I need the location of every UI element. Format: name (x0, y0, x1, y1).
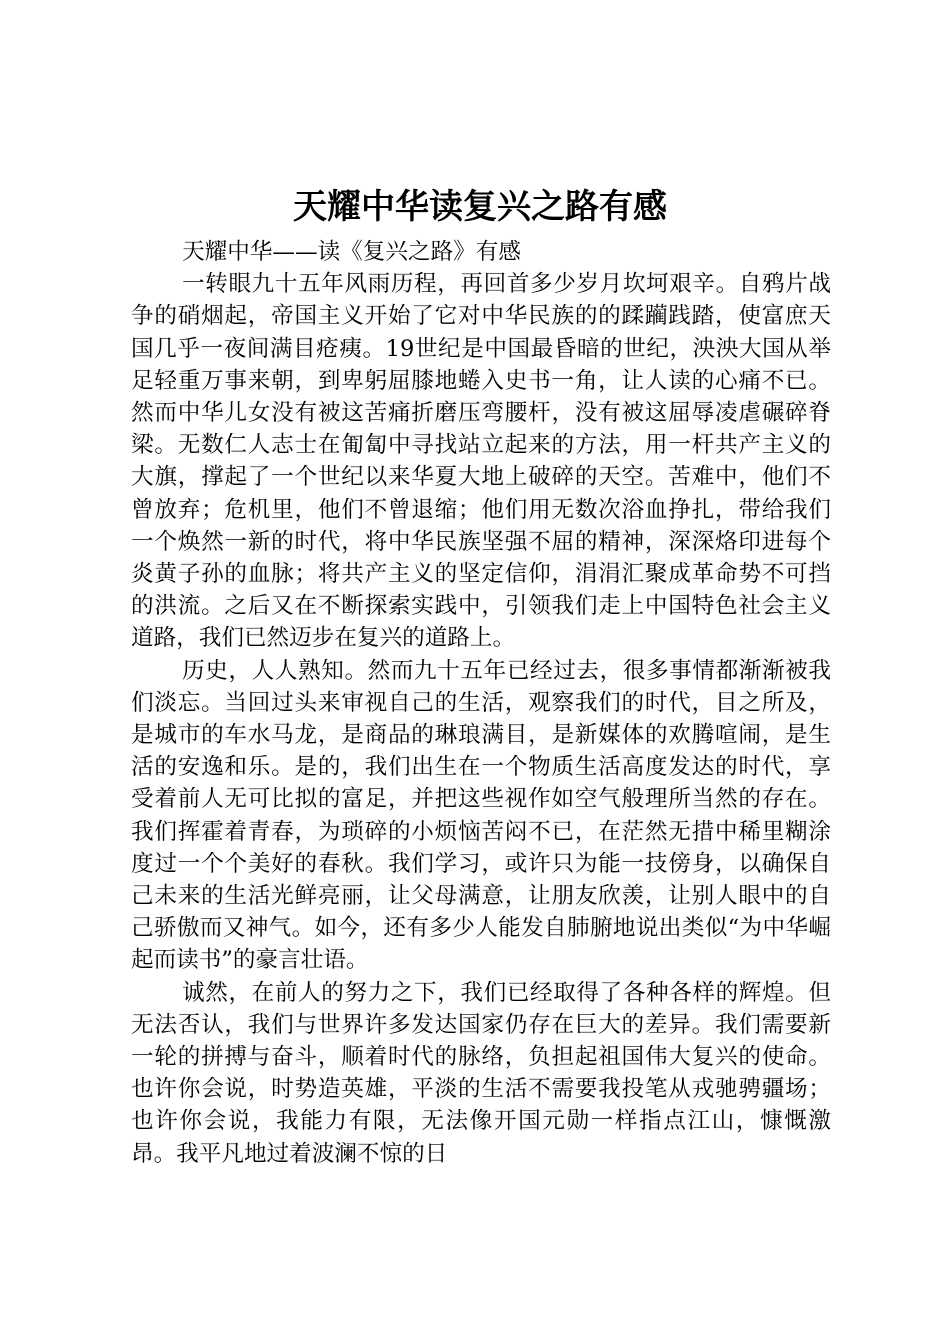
body-paragraph: 诚然，在前人的努力之下，我们已经取得了各种各样的辉煌。但无法否认，我们与世界许多发达国家仍存在巨大的差异。我们需要新一轮的拼搏与奋斗，顺着时代的脉络，负担起祖国伟大复兴的使命。也许你会说，时势造英雄，平淡的生活不需要我投笔从戎驰骋疆场；也许你会说，我能力有限，无法像开国元勋一样指点江山，慷慨激昂。我平凡地过着波澜不惊的日 (131, 979, 831, 1167)
body-paragraph: 一转眼九十五年风雨历程，再回首多少岁月坎坷艰辛。自鸦片战争的硝烟起，帝国主义开始了它对中华民族的的蹂躏践踏，使富庶天国几乎一夜间满目疮痍。19世纪是中国最昏暗的世纪，泱泱大国从举足轻重万事来朝，到卑躬屈膝地蜷入史书一角，让人读的心痛不已。然而中华儿女没有被这苦痛折磨压弯腰杆，没有被这屈辱凌虐碾碎脊梁。无数仁人志士在匍匐中寻找站立起来的方法，用一杆共产主义的大旗，撑起了一个世纪以来华夏大地上破碎的天空。苦难中，他们不曾放弃；危机里，他们不曾退缩；他们用无数次浴血挣扎，带给我们一个焕然一新的时代，将中华民族坚强不屈的精神，深深烙印进每个炎黄子孙的血脉；将共产主义的坚定信仰，涓涓汇聚成革命势不可挡的洪流。之后又在不断探索实践中，引领我们走上中国特色社会主义道路，我们已然迈步在复兴的道路上。 (131, 271, 831, 652)
body-paragraph: 历史，人人熟知。然而九十五年已经过去，很多事情都渐渐被我们淡忘。当回过头来审视自己的生活，观察我们的时代，目之所及，是城市的车水马龙，是商品的琳琅满目，是新媒体的欢腾喧闹，是生活的安逸和乐。是的，我们出生在一个物质生活高度发达的时代，享受着前人无可比拟的富足，并把这些视作如空气般理所当然的存在。我们挥霍着青春，为琐碎的小烦恼苦闷不已，在茫然无措中稀里糊涂度过一个个美好的春秋。我们学习，或许只为能一技傍身，以确保自己未来的生活光鲜亮丽，让父母满意，让朋友欣羡，让别人眼中的自己骄傲而又神气。如今，还有多少人能发自肺腑地说出类似“为中华崛起而读书”的豪言壮语。 (131, 657, 831, 974)
document-body (131, 236, 831, 1170)
subtitle-paragraph: 天耀中华——读《复兴之路》有感 (182, 239, 521, 265)
document-title: 天耀中华读复兴之路有感 (293, 187, 667, 227)
